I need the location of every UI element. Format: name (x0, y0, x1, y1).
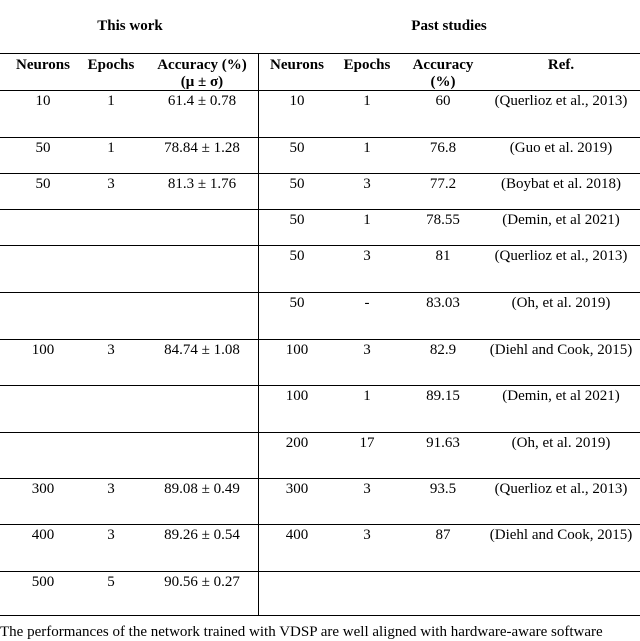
left-header-accuracy-sub: (μ ± σ) (180, 74, 224, 90)
right-header-accuracy (402, 57, 484, 91)
reference-cell: (Guo et al. 2019) (509, 140, 613, 156)
left-cell: 3 (107, 481, 115, 497)
reference-cell: (Demin, et al 2021) (502, 388, 620, 404)
row-rule (0, 385, 640, 386)
left-cell: 3 (107, 176, 115, 192)
left-cell: 61.4 ± 0.78 (167, 93, 237, 109)
header-top-rule (0, 53, 640, 54)
row-rule (0, 339, 640, 340)
row-rule (0, 478, 640, 479)
table-bottom-rule (0, 615, 640, 616)
right-cell: 300 (285, 481, 309, 497)
right-cell: 17 (359, 435, 375, 451)
left-header-epochs: Epochs (87, 57, 135, 73)
right-cell: 50 (289, 176, 305, 192)
reference-cell: (Querlioz et al., 2013) (494, 248, 628, 264)
left-cell: 89.26 ± 0.54 (164, 527, 240, 543)
right-cell: 50 (289, 212, 305, 228)
right-cell: 400 (285, 527, 309, 543)
left-cell: 78.84 ± 1.28 (164, 140, 240, 156)
row-rule (0, 524, 640, 525)
right-cell: 82.9 (429, 342, 457, 358)
right-cell: 87 (435, 527, 451, 543)
right-header-accuracy-sub: (%) (430, 74, 456, 90)
reference-cell: (Demin, et al 2021) (502, 212, 620, 228)
left-header-accuracy (146, 57, 258, 91)
right-cell: 89.15 (426, 388, 460, 404)
left-cell: 50 (35, 176, 51, 192)
left-cell: 500 (31, 574, 55, 590)
past-studies-title: Past studies (411, 18, 487, 34)
right-cell: 1 (363, 212, 371, 228)
right-cell: 60 (435, 93, 451, 109)
reference-cell: (Querlioz et al., 2013) (494, 481, 628, 497)
left-cell: 3 (107, 342, 115, 358)
row-rule (0, 173, 640, 174)
right-cell: 1 (363, 140, 371, 156)
right-cell: 1 (363, 93, 371, 109)
reference-cell: (Diehl and Cook, 2015) (489, 527, 633, 543)
right-cell: 1 (363, 388, 371, 404)
left-header-neurons: Neurons (16, 57, 70, 73)
left-cell: 1 (107, 140, 115, 156)
right-cell: 3 (363, 176, 371, 192)
left-cell: 50 (35, 140, 51, 156)
right-cell: 93.5 (429, 481, 457, 497)
this-work-title: This work (97, 18, 163, 34)
right-cell: 10 (289, 93, 305, 109)
row-rule (0, 571, 640, 572)
left-cell: 10 (35, 93, 51, 109)
left-cell: 300 (31, 481, 55, 497)
reference-cell: (Diehl and Cook, 2015) (489, 342, 633, 358)
right-header-epochs: Epochs (343, 57, 391, 73)
table-divider (258, 54, 259, 615)
left-cell: 5 (107, 574, 115, 590)
left-cell: 84.74 ± 1.08 (164, 342, 240, 358)
right-cell: 76.8 (429, 140, 457, 156)
left-cell: 3 (107, 527, 115, 543)
left-cell: 400 (31, 527, 55, 543)
row-rule (0, 292, 640, 293)
right-header-ref: Ref. (547, 57, 575, 73)
right-cell: 50 (289, 140, 305, 156)
reference-cell: (Querlioz et al., 2013) (494, 93, 628, 109)
left-cell: 89.08 ± 0.49 (164, 481, 240, 497)
right-cell: 200 (285, 435, 309, 451)
reference-cell: (Oh, et al. 2019) (511, 435, 611, 451)
caption-text: The performances of the network trained with VDSP are well aligned with hardware-aware software (0, 624, 603, 640)
right-cell: 3 (363, 481, 371, 497)
right-cell: 77.2 (429, 176, 457, 192)
right-cell: 50 (289, 295, 305, 311)
right-cell: 91.63 (426, 435, 460, 451)
right-header-neurons: Neurons (270, 57, 324, 73)
left-cell: 81.3 ± 1.76 (167, 176, 237, 192)
header-bottom-rule (0, 90, 640, 91)
row-rule (0, 245, 640, 246)
left-cell: 100 (31, 342, 55, 358)
right-cell: 100 (285, 388, 309, 404)
right-cell: 78.55 (426, 212, 460, 228)
row-rule (0, 432, 640, 433)
reference-cell: (Boybat et al. 2018) (501, 176, 621, 192)
left-cell: 90.56 ± 0.27 (164, 574, 240, 590)
right-cell: 100 (285, 342, 309, 358)
row-rule (0, 209, 640, 210)
right-cell: - (364, 295, 370, 311)
right-header-accuracy-main: Accuracy (412, 57, 474, 73)
right-cell: 3 (363, 527, 371, 543)
row-rule (0, 137, 640, 138)
left-header-accuracy-main: Accuracy (%) (157, 57, 247, 73)
right-cell: 81 (435, 248, 451, 264)
right-cell: 50 (289, 248, 305, 264)
left-cell: 1 (107, 93, 115, 109)
reference-cell: (Oh, et al. 2019) (511, 295, 611, 311)
right-cell: 83.03 (426, 295, 460, 311)
right-cell: 3 (363, 248, 371, 264)
right-cell: 3 (363, 342, 371, 358)
